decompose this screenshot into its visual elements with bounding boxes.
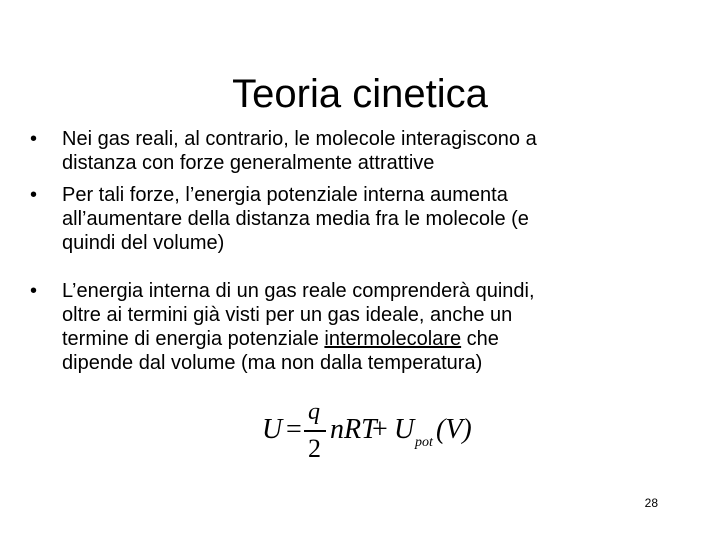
underlined-term: intermolecolare (324, 328, 462, 350)
bullet-line: quindi del volume) (62, 232, 225, 254)
formula-denominator: 2 (308, 434, 321, 463)
formula-numerator: q (308, 399, 320, 425)
formula-potential: U (394, 414, 415, 445)
formula-argument: (V) (436, 414, 472, 445)
bullet-line: distanza con forze generalmente attrattive (62, 152, 435, 174)
bullet-line: dipende dal volume (ma non dalla temperatura) (62, 352, 483, 374)
page-number: 28 (644, 496, 658, 510)
energy-formula (258, 400, 478, 465)
bullet-line: Nei gas reali, al contrario, le molecole interagiscono a (62, 128, 537, 150)
bullet-line: Per tali forze, l’energia potenziale interna aumenta (62, 184, 508, 206)
bullet-text (62, 183, 670, 255)
text-segment: che (461, 328, 499, 350)
bullet-text (62, 127, 670, 175)
formula-equals: = (286, 414, 302, 445)
bullet-marker: • (30, 280, 38, 302)
fraction-bar (304, 430, 326, 432)
bullet-line: all’aumentare della distanza media fra le molecole (e (62, 208, 529, 230)
bullet-line (62, 327, 670, 351)
bullet-marker: • (30, 184, 38, 206)
text-segment: termine di energia potenziale (62, 328, 325, 350)
formula-term: nRT (330, 414, 377, 445)
bullet-text (62, 279, 670, 375)
slide-title: Teoria cinetica (232, 72, 488, 116)
formula-subscript: pot (415, 435, 433, 450)
formula-plus: + (372, 414, 388, 445)
bullet-line: L’energia interna di un gas reale comprenderà quindi, (62, 280, 535, 302)
bullet-line: oltre ai termini già visti per un gas ideale, anche un (62, 304, 513, 326)
bullet-marker: • (30, 128, 38, 150)
formula-lhs: U (262, 414, 283, 445)
